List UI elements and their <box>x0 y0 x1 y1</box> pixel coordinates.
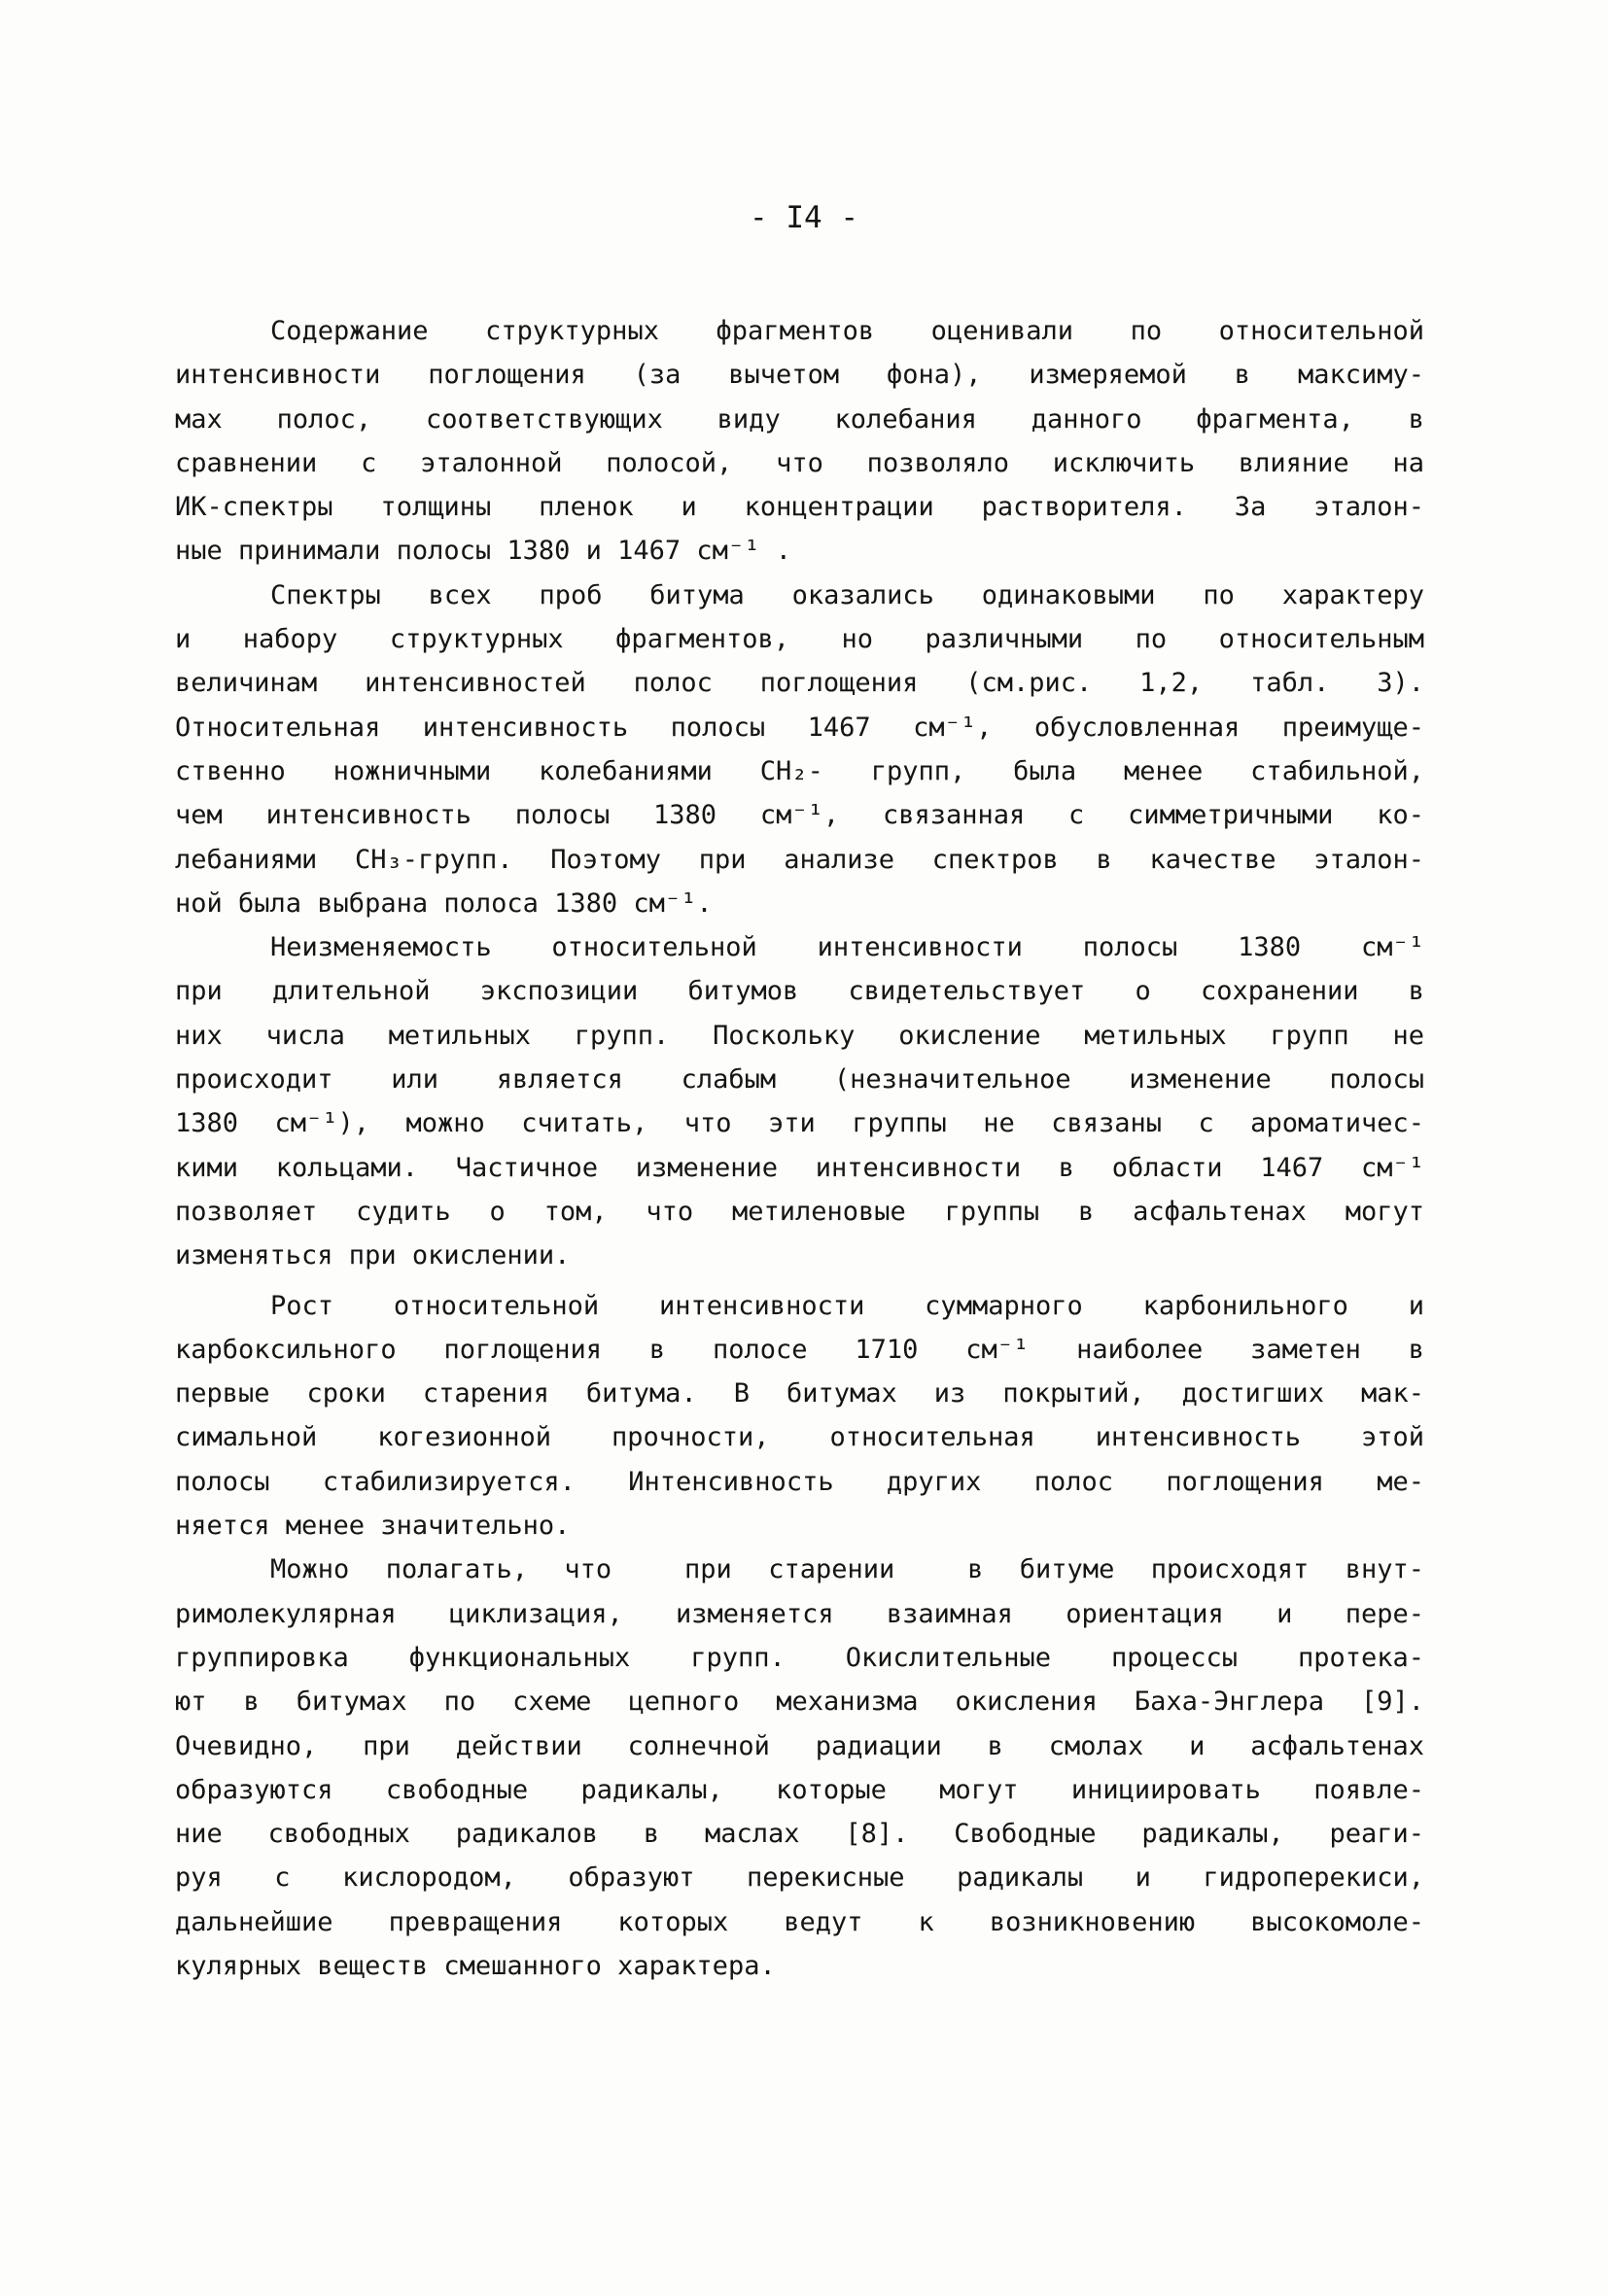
text-line: ные принимали полосы 1380 и 1467 см⁻¹ . <box>175 536 791 567</box>
text-line: них числа метильных групп. Поскольку окисление метильных групп не <box>175 1020 1424 1051</box>
text-line: при длительной экспозиции битумов свидетельствует о сохранении в <box>175 976 1424 1007</box>
text-line: интенсивности поглощения (за вычетом фона), измеряемой в максиму- <box>175 360 1424 391</box>
text-line: кими кольцами. Частичное изменение интенсивности в области 1467 см⁻¹ <box>175 1152 1424 1183</box>
page-number: - I4 - <box>750 200 858 235</box>
text-line: величинам интенсивностей полос поглощения (см.рис. 1,2, табл. 3). <box>175 668 1424 699</box>
text-line: сравнении с эталонной полосой, что позволяло исключить влияние на <box>175 447 1424 478</box>
text-line: позволяет судить о том, что метиленовые группы в асфальтенах могут <box>175 1196 1424 1227</box>
text-line: мах полос, соответствующих виду колебания данного фрагмента, в <box>175 403 1424 435</box>
body-text <box>175 309 1424 1988</box>
text-line: дальнейшие превращения которых ведут к возникновению высокомоле- <box>175 1906 1424 1937</box>
text-line: чем интенсивность полосы 1380 см⁻¹, связанная с симметричными ко- <box>175 800 1424 831</box>
text-line: симальной когезионной прочности, относительная интенсивность этой <box>175 1422 1424 1453</box>
text-line: руя с кислородом, образуют перекисные радикалы и гидроперекиси, <box>175 1862 1424 1894</box>
text-line: Неизменяемость относительной интенсивности полосы 1380 см⁻¹ <box>270 932 1424 963</box>
text-line: ИК-спектры толщины пленок и концентрации растворителя. За эталон- <box>175 492 1424 523</box>
text-line: Спектры всех проб битума оказались одинаковыми по характеру <box>270 579 1424 610</box>
paragraph <box>175 309 1424 574</box>
paragraph <box>175 1548 1424 1988</box>
text-line: Относительная интенсивность полосы 1467 см⁻¹, обусловленная преимуще- <box>175 712 1424 743</box>
text-line: няется менее значительно. <box>175 1511 571 1542</box>
text-line: Очевидно, при действии солнечной радиации в смолах и асфальтенах <box>175 1730 1424 1761</box>
text-line: 1380 см⁻¹), можно считать, что эти группы не связаны с ароматичес- <box>175 1108 1424 1139</box>
text-line: и набору структурных фрагментов, но различными по относительным <box>175 624 1424 655</box>
text-line: Содержание структурных фрагментов оценивали по относительной <box>270 316 1424 346</box>
text-line: первые сроки старения битума. В битумах из покрытий, достигших мак- <box>175 1378 1424 1409</box>
text-line: группировка функциональных групп. Окислительные процессы протека- <box>175 1642 1424 1673</box>
text-line: происходит или является слабым (незначительное изменение полосы <box>175 1064 1424 1096</box>
paragraph <box>175 925 1424 1277</box>
text-line: Рост относительной интенсивности суммарного карбонильного и <box>270 1290 1424 1321</box>
paragraph <box>175 574 1424 925</box>
text-line: лебаниями CH₃-групп. Поэтому при анализе спектров в качестве эталон- <box>175 844 1424 875</box>
text-line: ной была выбрана полоса 1380 см⁻¹. <box>175 887 713 919</box>
text-line: кулярных веществ смешанного характера. <box>175 1950 776 1981</box>
text-line: образуются свободные радикалы, которые могут инициировать появле- <box>175 1774 1424 1805</box>
text-line: ние свободных радикалов в маслах [8]. Свободные радикалы, реаги- <box>175 1819 1424 1850</box>
text-line: полосы стабилизируется. Интенсивность других полос поглощения ме- <box>175 1466 1424 1497</box>
text-line: ственно ножничными колебаниями CH₂- групп, была менее стабильной, <box>175 755 1424 786</box>
text-line: римолекулярная циклизация, изменяется взаимная ориентация и пере- <box>175 1598 1424 1629</box>
text-line: ют в битумах по схеме цепного механизма окисления Баха-Энглера [9]. <box>175 1687 1424 1718</box>
text-line: изменяться при окислении. <box>175 1240 571 1271</box>
paragraph <box>175 1284 1424 1548</box>
text-line: Можно полагать, что при старении в битуме происходят внут- <box>270 1554 1424 1585</box>
text-line: карбоксильного поглощения в полосе 1710 см⁻¹ наиболее заметен в <box>175 1334 1424 1365</box>
